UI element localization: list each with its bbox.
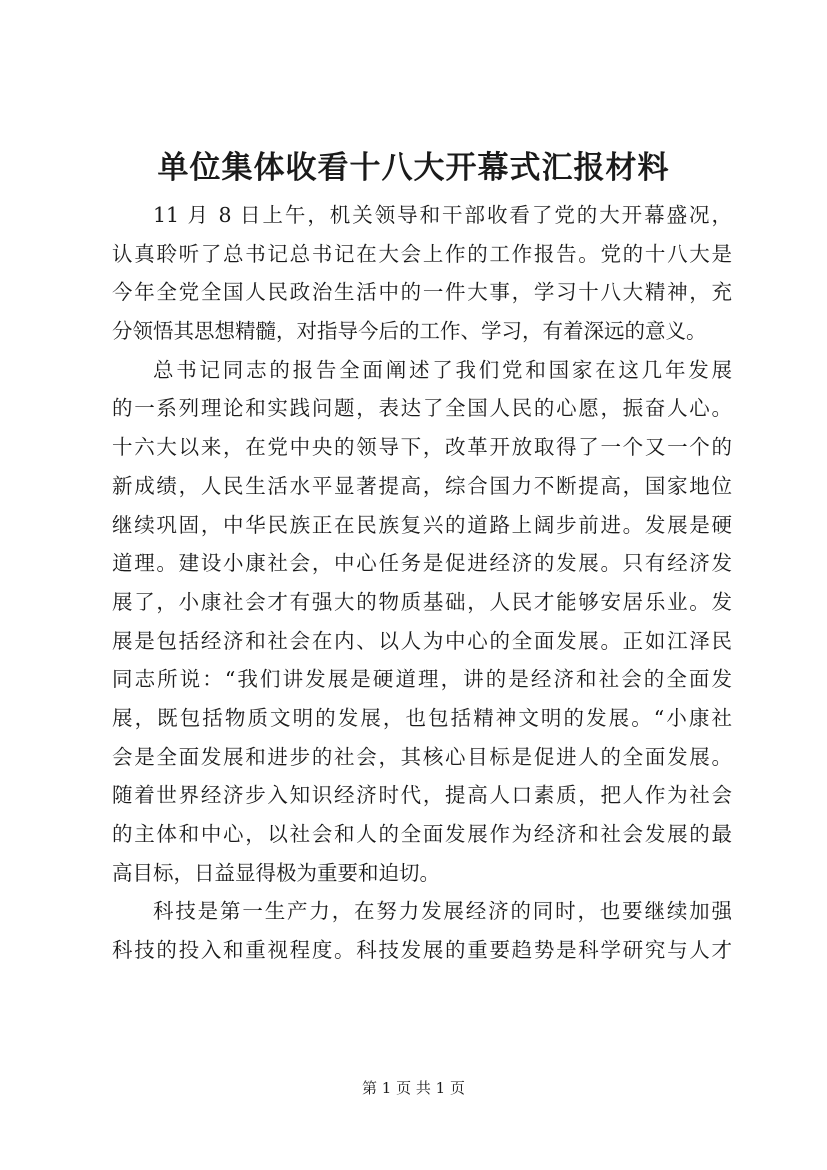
text-line: 总书记同志的报告全面阐述了我们党和国家在这几年发展 <box>153 357 732 382</box>
text-line: 随着世界经济步入知识经济时代，提高人口素质，把人作为社会 <box>112 783 732 808</box>
paragraph <box>112 351 732 893</box>
text-line: 展，既包括物质文明的发展，也包括精神文明的发展。“小康社 <box>112 705 732 730</box>
page-footer: 第 1 页 共 1 页 <box>362 1079 465 1097</box>
text-line: 11 月 8 日上午，机关领导和干部收看了党的大开幕盛况， <box>153 203 732 227</box>
text-line: 十六大以来，在党中央的领导下，改革开放取得了一个又一个的 <box>112 435 732 460</box>
document-title: 单位集体收看十八大开幕式汇报材料 <box>157 150 670 186</box>
text-line: 展了，小康社会才有强大的物质基础，人民才能够安居乐业。发 <box>112 589 732 614</box>
text-line: 会是全面发展和进步的社会，其核心目标是促进人的全面发展。 <box>112 744 732 769</box>
text-line: 道理。建设小康社会，中心任务是促进经济的发展。只有经济发 <box>112 551 732 576</box>
text-line: 分领悟其思想精髓，对指导今后的工作、学习，有着深远的意义。 <box>112 319 707 344</box>
text-line: 认真聆听了总书记总书记在大会上作的工作报告。党的十八大是 <box>112 241 732 266</box>
paragraph <box>112 196 732 351</box>
text-line: 高目标，日益显得极为重要和迫切。 <box>112 860 440 885</box>
text-line: 的一系列理论和实践问题，表达了全国人民的心愿，振奋人心。 <box>112 396 732 421</box>
text-line: 展是包括经济和社会在内、以人为中心的全面发展。正如江泽民 <box>112 628 732 653</box>
text-line: 新成绩，人民生活水平显著提高，综合国力不断提高，国家地位 <box>112 473 732 498</box>
text-line: 科技是第一生产力，在努力发展经济的同时，也要继续加强 <box>153 899 732 924</box>
text-line: 科技的投入和重视程度。科技发展的重要趋势是科学研究与人才 <box>112 938 732 963</box>
document-body <box>112 196 732 970</box>
paragraph <box>112 892 732 969</box>
text-line: 继续巩固，中华民族正在民族复兴的道路上阔步前进。发展是硬 <box>112 512 732 537</box>
text-line: 今年全党全国人民政治生活中的一件大事，学习十八大精神，充 <box>112 280 732 305</box>
text-line: 同志所说：“我们讲发展是硬道理，讲的是经济和社会的全面发 <box>112 667 732 692</box>
text-line: 的主体和中心，以社会和人的全面发展作为经济和社会发展的最 <box>112 822 732 846</box>
